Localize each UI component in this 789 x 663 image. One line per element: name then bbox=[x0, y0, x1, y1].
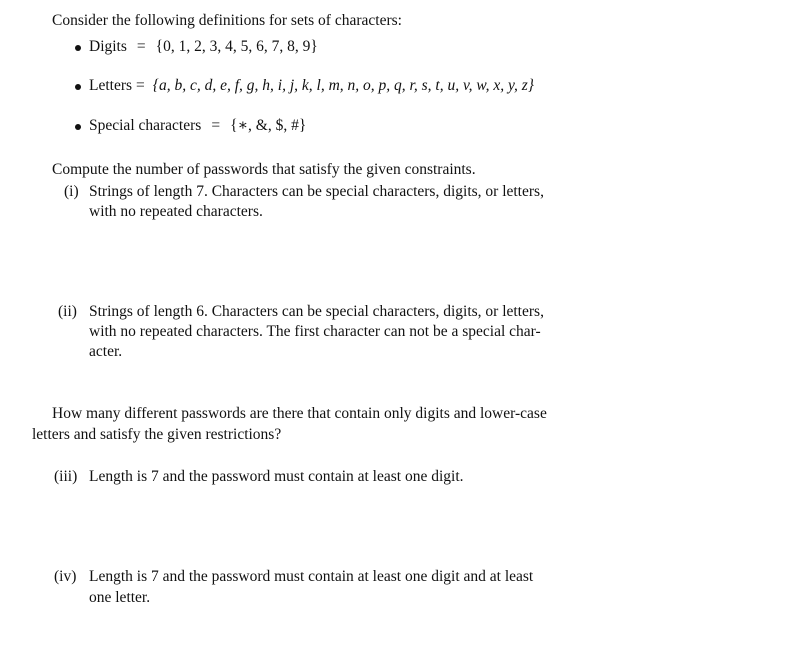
equals-sign: = bbox=[136, 38, 146, 55]
part-text-line: Strings of length 6. Characters can be special characters, digits, or letters, bbox=[89, 303, 544, 320]
part-text-line: Length is 7 and the password must contain at least one digit and at least bbox=[89, 568, 534, 585]
intro-text: Consider the following definitions for sets of characters: bbox=[52, 12, 402, 29]
part-label: (i) bbox=[64, 183, 79, 200]
equals-sign: = bbox=[211, 117, 221, 134]
compute-prompt: Compute the number of passwords that satisfy the given constraints. bbox=[52, 161, 476, 178]
part-text-line: one letter. bbox=[89, 589, 151, 606]
bullet-icon bbox=[75, 84, 81, 90]
definition-name: Digits bbox=[89, 38, 127, 55]
prompt-line: letters and satisfy the given restrictions? bbox=[32, 426, 282, 443]
part-label: (ii) bbox=[58, 303, 77, 320]
prompt-line: How many different passwords are there that contain only digits and lower-case bbox=[52, 405, 547, 422]
part-text-line: acter. bbox=[89, 343, 123, 360]
definition-name: Letters bbox=[89, 77, 133, 94]
definition-name: Special characters bbox=[89, 117, 202, 134]
part-text-line: with no repeated characters. The first character can not be a special char- bbox=[89, 323, 541, 340]
part-label: (iii) bbox=[54, 468, 78, 485]
part-text-line: Strings of length 7. Characters can be special characters, digits, or letters, bbox=[89, 183, 544, 200]
bullet-icon bbox=[75, 124, 81, 130]
equals-sign: = bbox=[136, 77, 145, 94]
definition-set: {a, b, c, d, e, f, g, h, i, j, k, l, m, n, o, p, q, r, s, t, u, v, w, x, y, z} bbox=[152, 77, 535, 94]
part-label: (iv) bbox=[54, 568, 77, 585]
definition-set: {∗, &, $, #} bbox=[230, 117, 307, 134]
part-text-line: with no repeated characters. bbox=[89, 203, 263, 220]
definition-set: {0, 1, 2, 3, 4, 5, 6, 7, 8, 9} bbox=[155, 38, 318, 55]
part-text-line: Length is 7 and the password must contain at least one digit. bbox=[89, 468, 464, 485]
bullet-icon bbox=[75, 45, 81, 51]
